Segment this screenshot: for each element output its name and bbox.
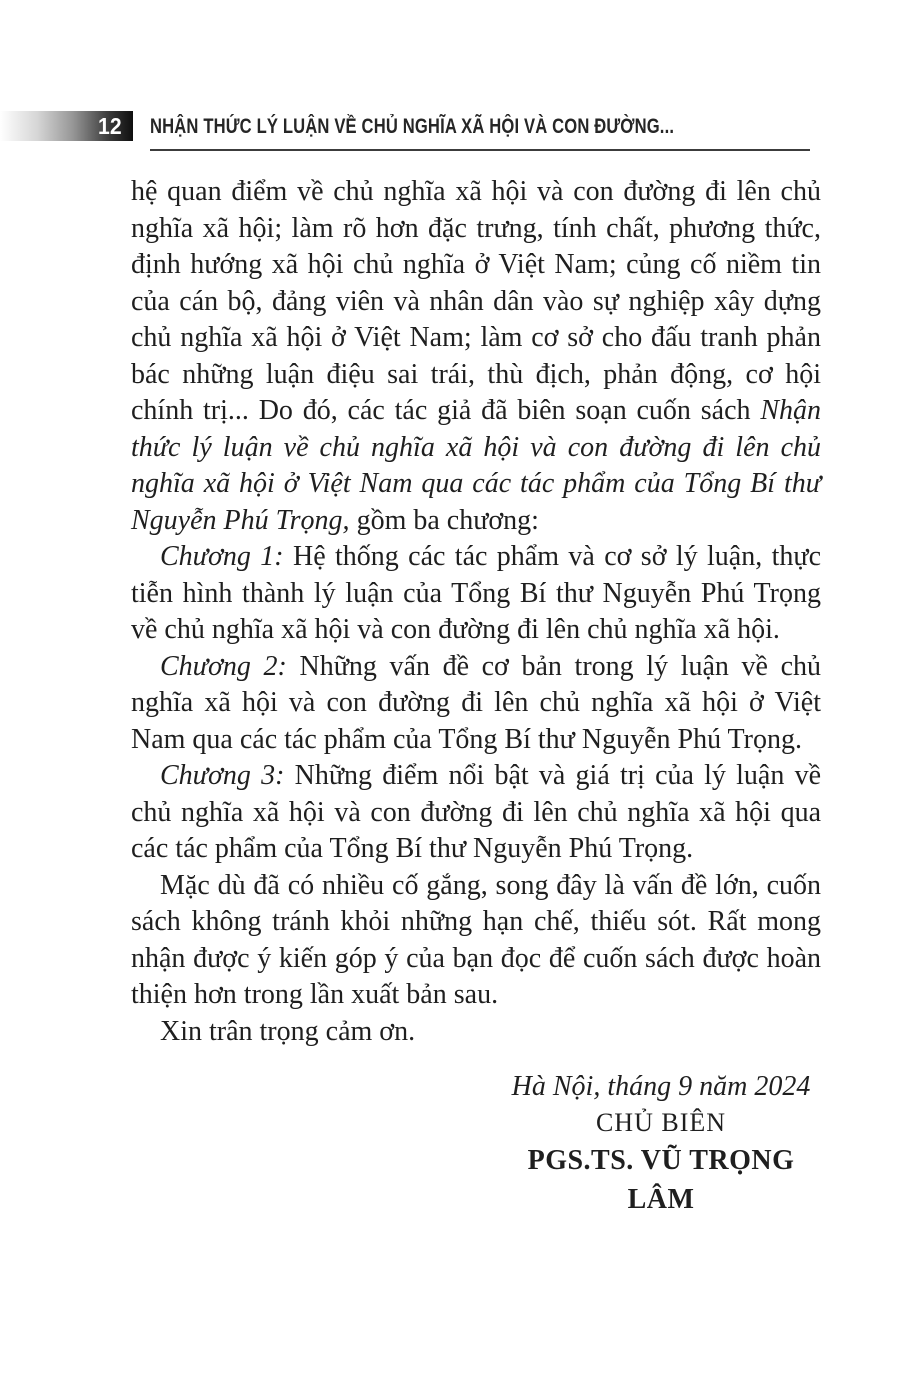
signature-role: CHỦ BIÊN	[595, 1108, 727, 1137]
text-segment: Những vấn đề cơ bản trong lý luận về chủ nghĩa xã hội và con đường đi lên chủ nghĩa xã hội ở Việt Nam qua các tác phẩm của Tổng Bí thư Nguyễn Phú Trọng.	[131, 650, 822, 755]
page-number: 12	[98, 112, 122, 139]
body-text	[131, 174, 821, 1050]
text-segment: Những điểm nổi bật và giá trị của lý luận về chủ nghĩa xã hội và con đường đi lên chủ nghĩa xã hội qua các tác phẩm của Tổng Bí thư Nguyễn Phú Trọng.	[131, 760, 821, 864]
paragraph	[131, 539, 821, 649]
italic-text-segment: Chương 1:	[160, 541, 284, 572]
paragraph	[131, 174, 821, 539]
signature-place-date: Hà Nội, tháng 9 năm 2024	[511, 1071, 811, 1102]
paragraph	[131, 1014, 821, 1051]
italic-text-segment: Nhận thức lý luận về chủ nghĩa xã hội và con đường đi lên chủ nghĩa xã hội ở Việt Nam qua các tác phẩm của Tổng Bí thư Nguyễn Phú Trọng,	[131, 395, 821, 536]
text-segment: hệ quan điểm về chủ nghĩa xã hội và con đường đi lên chủ nghĩa xã hội; làm rõ hơn đặc trưng, tính chất, phương thức, định hướng xã hội chủ nghĩa ở Việt Nam; củng cố niềm tin của cán bộ, đảng viên và nhân dân vào sự nghiệp xây dựng chủ nghĩa xã hội ở Việt Nam; làm cơ sở cho đấu tranh phản bác những luận điệu sai trái, thù địch, phản động, cơ hội chính trị... Do đó, các tác giả đã biên soạn cuốn sách	[131, 176, 821, 426]
signature-name: PGS.TS. VŨ TRỌNG LÂM	[527, 1145, 795, 1215]
paragraph	[131, 868, 821, 1014]
signature-block	[500, 1068, 822, 1219]
paragraph	[131, 758, 821, 868]
italic-text-segment: Chương 2:	[160, 650, 287, 682]
running-title: NHẬN THỨC LÝ LUẬN VỀ CHỦ NGHĨA XÃ HỘI VÀ CON ĐƯỜNG...	[150, 115, 675, 138]
text-segment: gồm ba chương:	[349, 504, 539, 536]
text-segment: Hệ thống các tác phẩm và cơ sở lý luận, thực tiễn hình thành lý luận của Tổng Bí thư Nguyễn Phú Trọng về chủ nghĩa xã hội và con đường đi lên chủ nghĩa xã hội.	[131, 541, 821, 645]
running-title-wrap	[150, 112, 812, 142]
header-rule	[150, 149, 810, 151]
text-segment: Xin trân trọng cảm ơn.	[160, 1015, 416, 1047]
page-number-bar	[0, 111, 133, 141]
paragraph	[131, 649, 821, 759]
italic-text-segment: Chương 3:	[160, 760, 285, 791]
text-segment: Mặc dù đã có nhiều cố gắng, song đây là vấn đề lớn, cuốn sách không tránh khỏi những hạn chế, thiếu sót. Rất mong nhận được ý kiến góp ý của bạn đọc để cuốn sách được hoàn thiện hơn trong lần xuất bản sau.	[131, 869, 821, 1010]
